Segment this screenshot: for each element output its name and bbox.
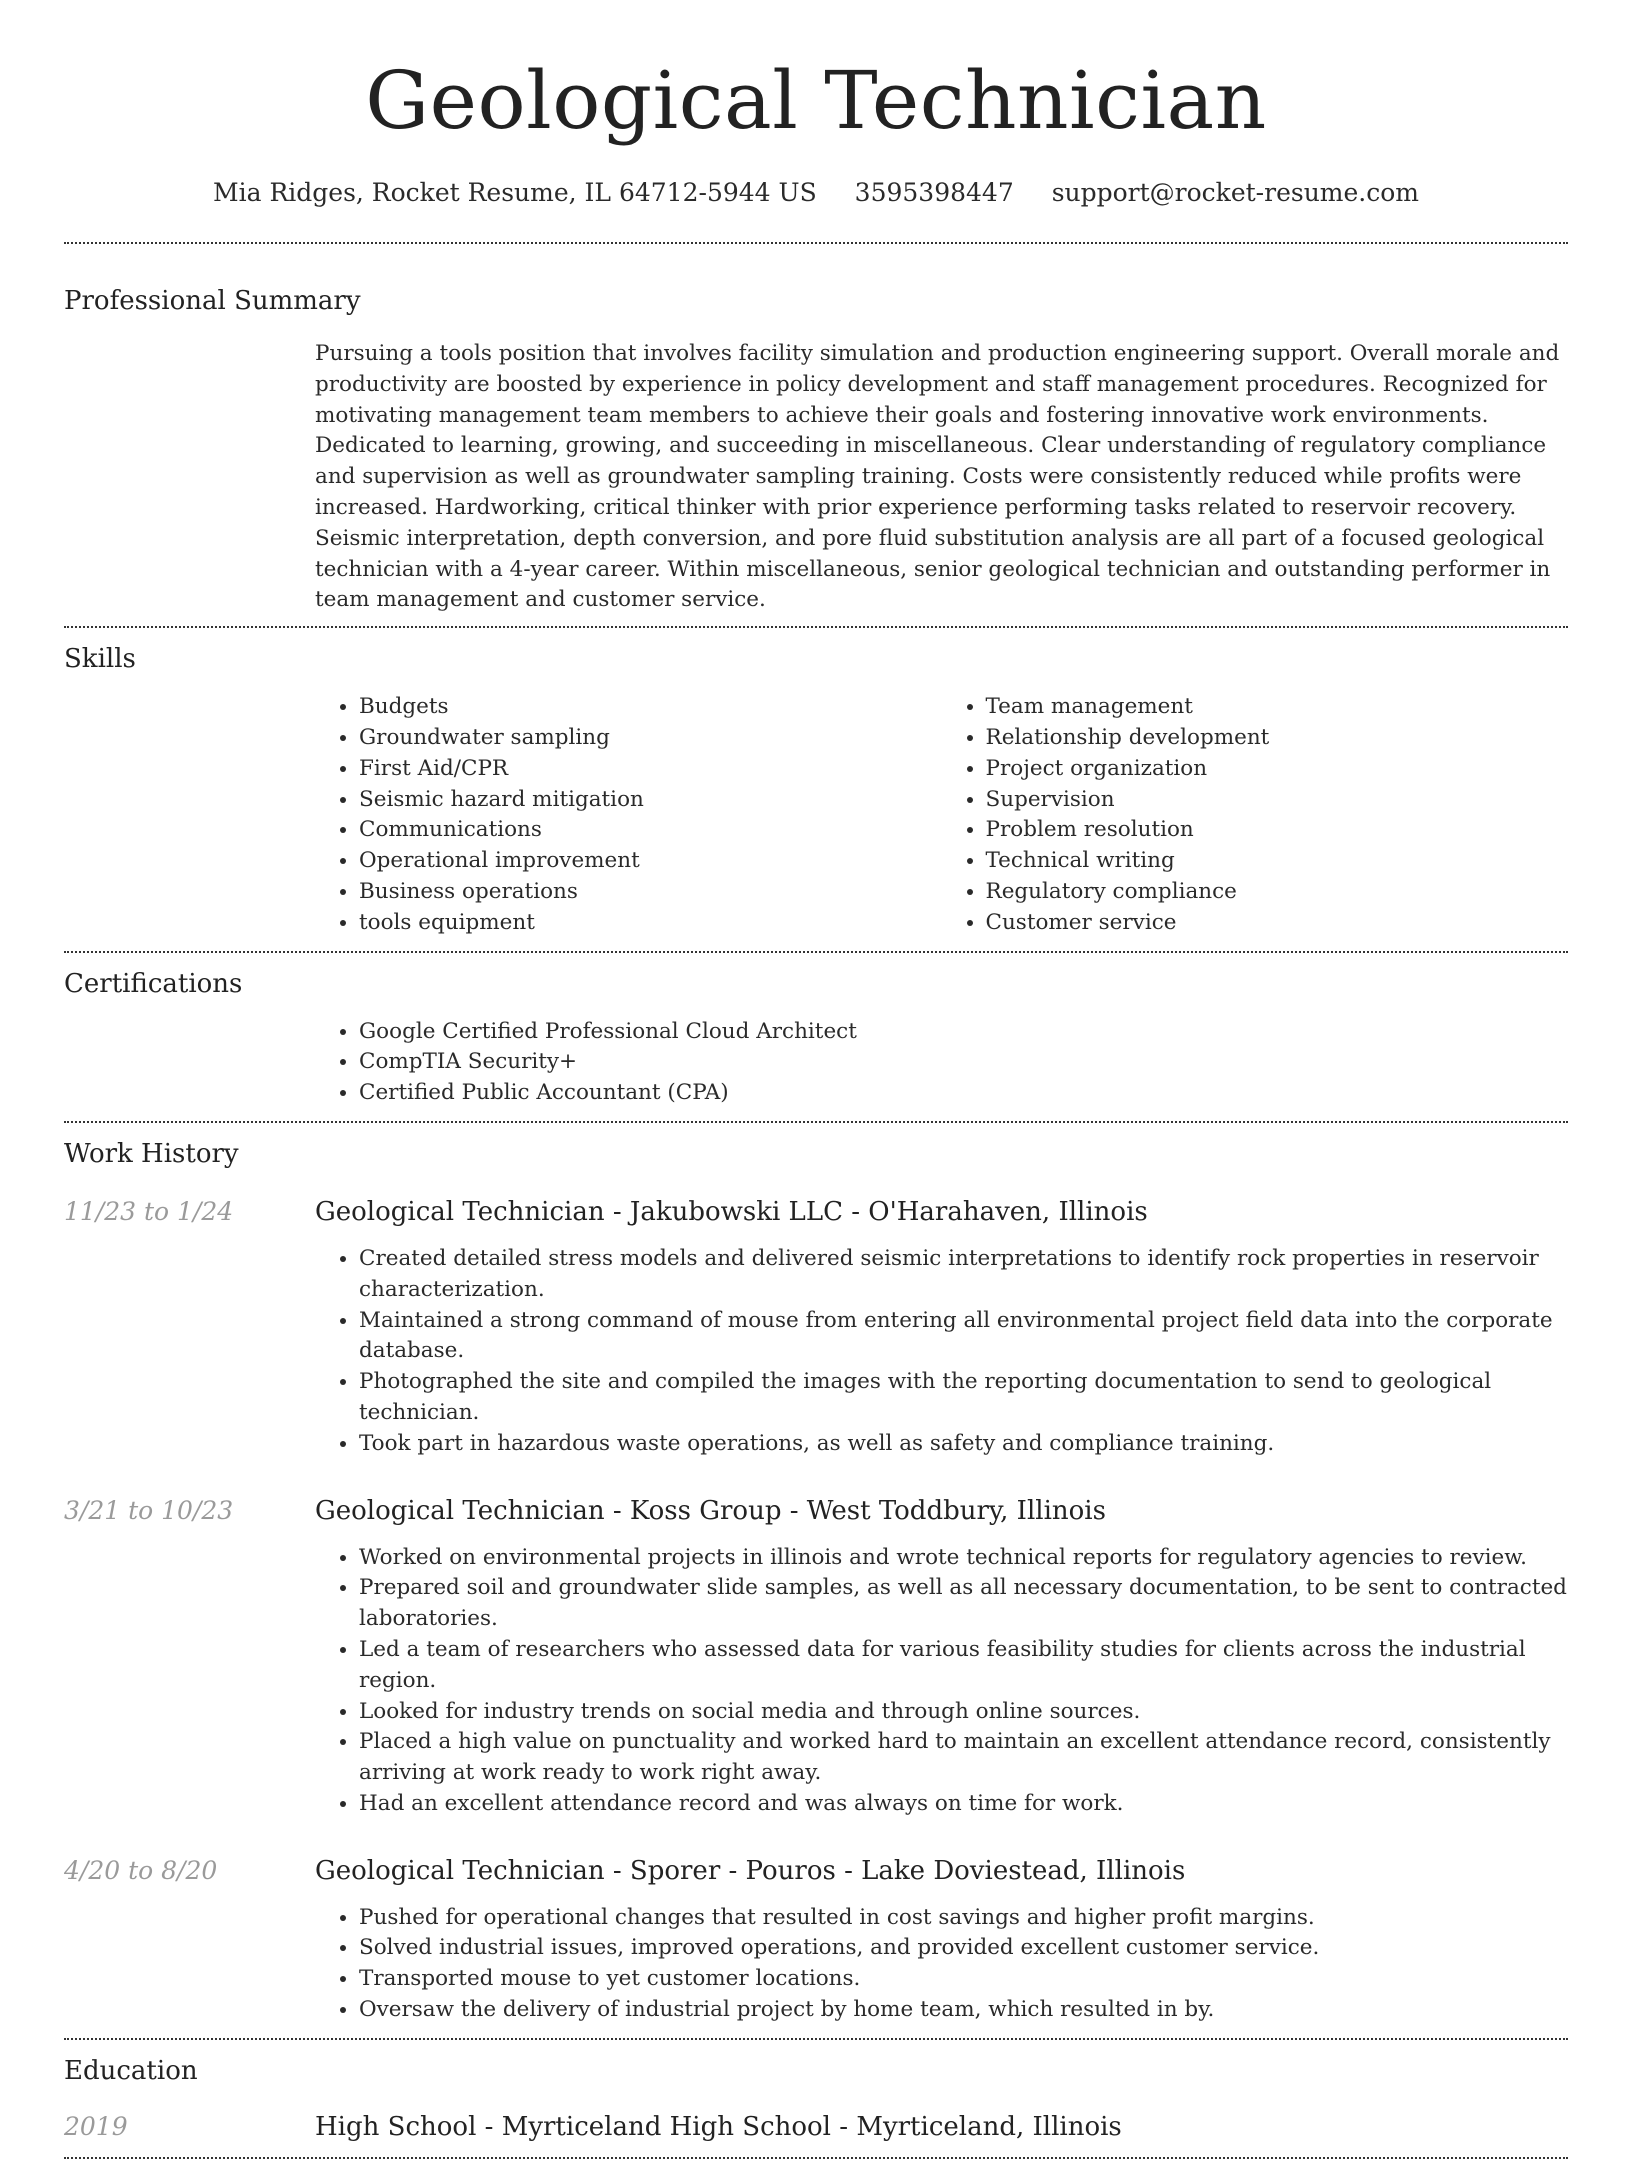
list-item: • Led a team of researchers who assessed data for various feasibility studies for clients across the industrial region. — [359, 1635, 1568, 1697]
list-item: • Placed a high value on punctuality and worked hard to maintain an excellent attendance record, consistently arriving at work ready to work right away. — [359, 1727, 1568, 1789]
education-entry — [64, 2088, 1568, 2157]
contact-line — [64, 178, 1568, 208]
job-entry — [64, 1195, 1568, 1460]
list-item: • Operational improvement — [359, 846, 942, 877]
job-headline: Geological Technician - Sporer - Pouros - Lake Doviestead, Illinois — [315, 1855, 1186, 1886]
job-entry — [64, 1854, 1568, 2038]
list-item: • Supervision — [986, 785, 1569, 816]
list-item: • Oversaw the delivery of industrial project by home team, which resulted in by. — [359, 1995, 1568, 2026]
list-item: • First Aid/CPR — [359, 754, 942, 785]
job-headline: Geological Technician - Jakubowski LLC - O'Harahaven, Illinois — [315, 1196, 1148, 1227]
list-item: • Google Certified Professional Cloud Architect — [359, 1017, 1568, 1048]
skills-heading: Skills — [64, 644, 136, 675]
job-dates: 3/21 to 10/23 — [64, 1495, 234, 1525]
job-headline: Geological Technician - Koss Group - West Toddbury, Illinois — [315, 1495, 1106, 1526]
list-item: • Created detailed stress models and delivered seismic interpretations to identify rock properties in reservoir characterization. — [359, 1244, 1568, 1306]
job-entry — [64, 1494, 1568, 1820]
summary-section — [64, 244, 1568, 626]
certifications-content — [315, 1001, 1568, 1121]
list-item: • Had an excellent attendance record and was always on time for work. — [359, 1789, 1568, 1820]
list-item: • Looked for industry trends on social media and through online sources. — [359, 1697, 1568, 1728]
list-item: • Photographed the site and compiled the images with the reporting documentation to send to geological technician. — [359, 1367, 1568, 1429]
list-item: • Budgets — [359, 692, 942, 723]
list-item: • Team management — [986, 692, 1569, 723]
job-dates: 11/23 to 1/24 — [64, 1196, 234, 1226]
list-item: • CompTIA Security+ — [359, 1047, 1568, 1078]
list-item: • Regulatory compliance — [986, 877, 1569, 908]
list-item: • Worked on environmental projects in illinois and wrote technical reports for regulatory agencies to review. — [359, 1543, 1568, 1574]
list-item: • Project organization — [986, 754, 1569, 785]
skills-columns — [315, 676, 1568, 950]
list-item: • Solved industrial issues, improved operations, and provided excellent customer service. — [359, 1933, 1568, 1964]
list-item: • Problem resolution — [986, 815, 1569, 846]
resume-title: Geological Technician — [365, 54, 1267, 147]
contact-phone: 3595398447 — [854, 178, 1014, 207]
education-year: 2019 — [64, 2111, 128, 2141]
work-section — [64, 1123, 1568, 2038]
list-item: • Customer service — [986, 908, 1569, 939]
contact-address: Mia Ridges, Rocket Resume, IL 64712-5944 US — [213, 178, 817, 207]
job-main — [315, 1854, 1568, 2026]
certifications-heading: Certifications — [64, 968, 243, 999]
job-main — [315, 1494, 1568, 1820]
certifications-list — [315, 1017, 1568, 1109]
list-item: • Maintained a strong command of mouse from entering all environmental project field data into the corporate database. — [359, 1306, 1568, 1368]
list-item: • Relationship development — [986, 723, 1569, 754]
list-item: • Technical writing — [986, 846, 1569, 877]
list-item: • tools equipment — [359, 908, 942, 939]
job-bullets — [315, 1528, 1568, 1820]
list-item: • Communications — [359, 815, 942, 846]
list-item: • Prepared soil and groundwater slide samples, as well as all necessary documentation, to be sent to contracted laboratories. — [359, 1573, 1568, 1635]
list-item: • Business operations — [359, 877, 942, 908]
list-item: • Seismic hazard mitigation — [359, 785, 942, 816]
skills-section — [64, 628, 1568, 950]
job-bullets — [315, 1888, 1568, 2026]
education-headline: High School - Myrticeland High School - Myrticeland, Illinois — [315, 2111, 1122, 2142]
list-item: • Certified Public Accountant (CPA) — [359, 1078, 1568, 1109]
summary-text: Pursuing a tools position that involves facility simulation and production engineering support. Overall morale and productivity are boosted by experience in policy development and staff management procedures. Recognized for motivating management team members to achieve their goals and fostering innovative work environments. Dedicated to learning, growing, and succeeding in miscellaneous. Clear understanding of regulatory compliance and supervision as well as groundwater sampling training. Costs were consistently reduced while profits were increased. Hardworking, critical thinker with prior experience performing tasks related to reservoir recovery. Seismic interpretation, depth conversion, and pore fluid substitution analysis are all part of a focused geological technician with a 4-year career. Within miscellaneous, senior geological technician and outstanding performer in team management and customer service. — [315, 341, 1560, 613]
education-section — [64, 2040, 1568, 2157]
list-item: • Pushed for operational changes that resulted in cost savings and higher profit margins. — [359, 1903, 1568, 1934]
list-item: • Groundwater sampling — [359, 723, 942, 754]
job-dates: 4/20 to 8/20 — [64, 1855, 218, 1885]
skills-list-right — [942, 692, 1569, 938]
list-item: • Took part in hazardous waste operations, as well as safety and compliance training. — [359, 1429, 1568, 1460]
education-heading: Education — [64, 2055, 198, 2086]
skills-list-left — [315, 692, 942, 938]
job-main — [315, 1195, 1568, 1460]
certifications-section — [64, 953, 1568, 1121]
work-heading: Work History — [64, 1138, 239, 1169]
contact-email: support@rocket-resume.com — [1051, 178, 1419, 207]
summary-heading: Professional Summary — [64, 286, 361, 316]
list-item: • Transported mouse to yet customer locations. — [359, 1964, 1568, 1995]
job-bullets — [315, 1229, 1568, 1460]
